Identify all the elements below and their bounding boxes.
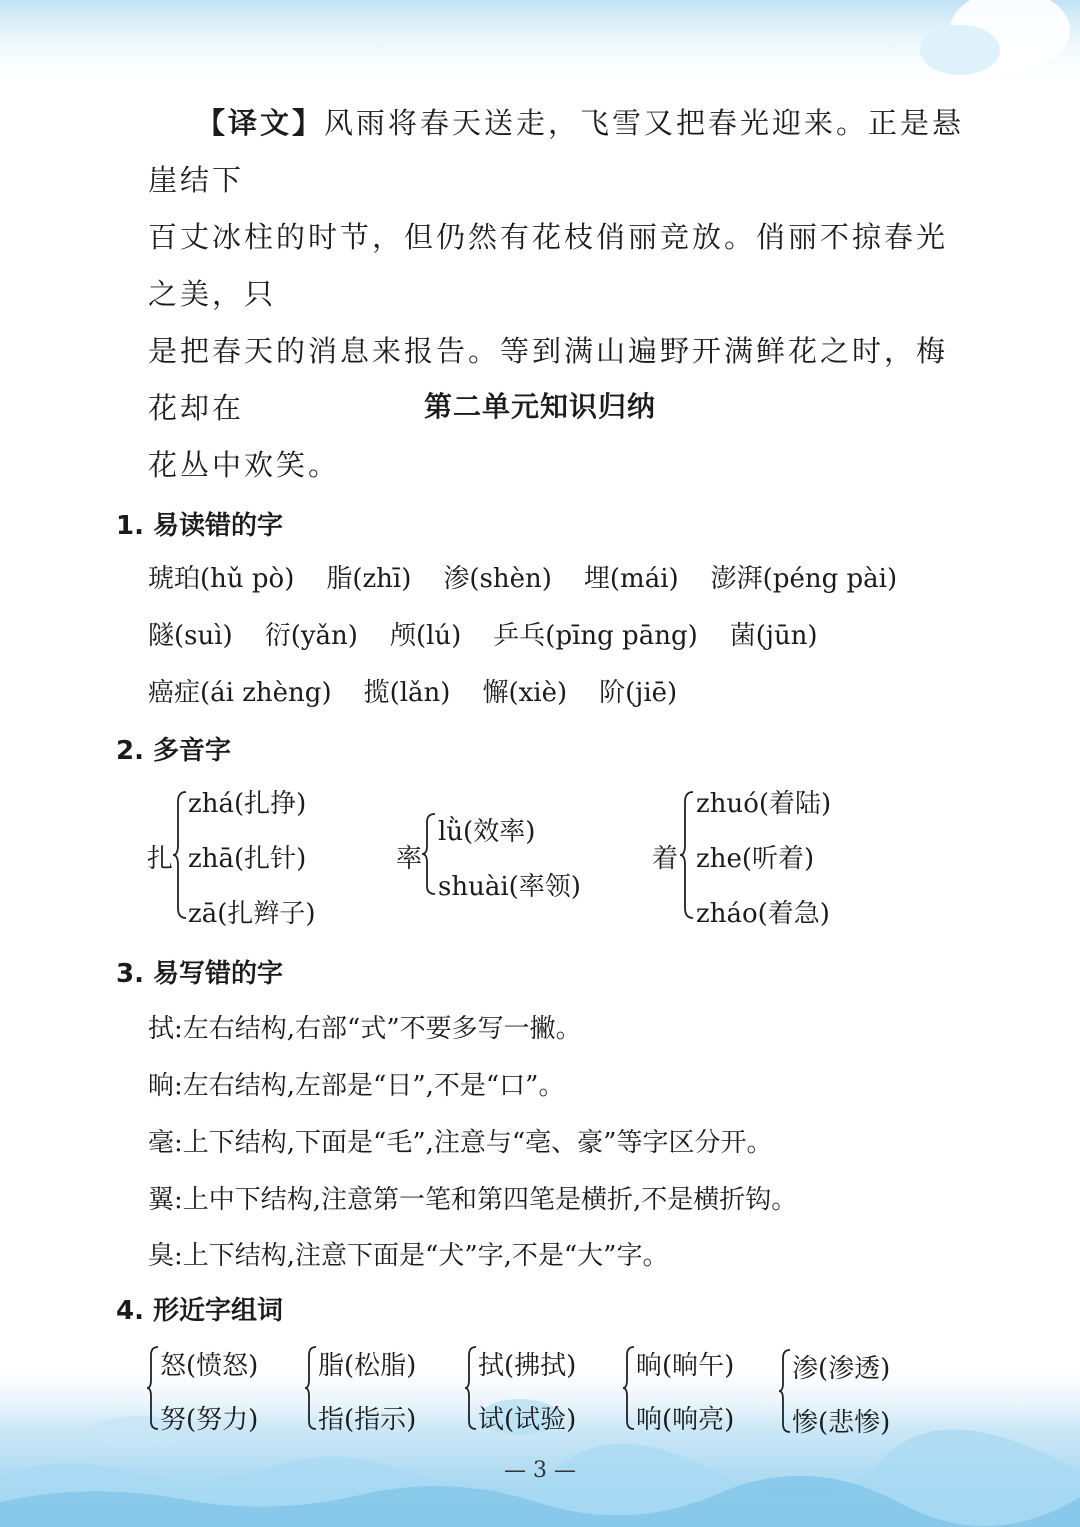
- similar-char-word: 响(响亮): [636, 1405, 735, 1435]
- section-heading-4: 4. 形近字组词: [116, 1296, 284, 1326]
- pinyin-item: 阶(jiē): [599, 678, 678, 708]
- polyphone-char: 率: [396, 844, 423, 874]
- polyphone-reading: lǜ(效率): [438, 817, 536, 847]
- translation-line-2: 百丈冰柱的时节，但仍然有花枝俏丽竞放。俏丽不掠春光之美，只: [148, 220, 949, 311]
- page-number: — 3 —: [504, 1458, 576, 1483]
- pinyin-item: 衍(yǎn): [264, 621, 358, 651]
- left-brace: [778, 1348, 792, 1434]
- left-brace: [464, 1345, 478, 1431]
- similar-char-word: 努(努力): [160, 1405, 259, 1435]
- pinyin-item: 脂(zhī): [326, 564, 412, 594]
- left-brace: [146, 1345, 160, 1431]
- writing-note: 臭:上下结构,注意下面是“犬”字,不是“大”字。: [148, 1241, 669, 1271]
- pinyin-item: 菌(jūn): [729, 621, 818, 651]
- writing-note: 晌:左右结构,左部是“日”,不是“口”。: [148, 1071, 565, 1101]
- pinyin-item: 埋(mái): [583, 564, 679, 594]
- section-heading-2: 2. 多音字: [116, 736, 232, 766]
- polyphone-reading: shuài(率领): [438, 872, 581, 902]
- pinyin-item: 乒乓(pīng pāng): [493, 621, 698, 651]
- pinyin-item: 颅(lú): [389, 621, 462, 651]
- writing-note: 拭:左右结构,右部“式”不要多写一撇。: [148, 1014, 582, 1044]
- translation-line-1: 【译文】风雨将春天送走，飞雪又把春光迎来。正是悬崖结下: [148, 106, 965, 197]
- polyphone-reading: zhá(扎挣): [188, 789, 307, 819]
- similar-char-word: 惨(悲惨): [792, 1408, 891, 1438]
- similar-char-word: 试(试验): [478, 1405, 577, 1435]
- pinyin-item: 隧(suì): [148, 621, 233, 651]
- polyphone-char: 扎: [147, 844, 174, 874]
- polyphone-reading: zā(扎辫子): [188, 899, 316, 929]
- writing-note: 翼:上中下结构,注意第一笔和第四笔是横折,不是横折钩。: [148, 1185, 798, 1215]
- polyphone-char: 着: [652, 844, 679, 874]
- left-brace: [172, 790, 188, 920]
- left-brace: [622, 1345, 636, 1431]
- translation-paragraph: [148, 95, 978, 494]
- translation-line-3: 是把春天的消息来报告。等到满山遍野开满鲜花之时，梅花却在: [148, 334, 949, 425]
- similar-char-word: 渗(渗透): [792, 1354, 891, 1384]
- left-brace: [304, 1345, 318, 1431]
- polyphone-reading: zhe(听着): [696, 844, 815, 874]
- similar-char-word: 指(指示): [318, 1405, 417, 1435]
- pinyin-item: 懈(xiè): [482, 678, 568, 708]
- polyphone-reading: zhuó(着陆): [696, 789, 832, 819]
- pinyin-item: 澎湃(péng pài): [710, 564, 898, 594]
- section-heading-1: 1. 易读错的字: [116, 511, 284, 541]
- pinyin-item: 揽(lǎn): [363, 678, 451, 708]
- polyphone-reading: zhā(扎针): [188, 844, 307, 874]
- translation-tag: 【译文】: [196, 106, 325, 140]
- translation-line-4: 花丛中欢笑。: [148, 448, 341, 482]
- unit-title: 第二单元知识归纳: [423, 390, 656, 423]
- pinyin-item: 琥珀(hǔ pò): [148, 564, 295, 594]
- writing-note: 毫:上下结构,下面是“毛”,注意与“亳、豪”等字区分开。: [148, 1128, 773, 1158]
- similar-char-word: 晌(晌午): [636, 1351, 735, 1381]
- pinyin-row: [148, 615, 850, 652]
- left-brace: [679, 790, 695, 920]
- similar-char-word: 怒(愤怒): [160, 1351, 259, 1381]
- polyphone-reading: zháo(着急): [696, 899, 830, 929]
- left-brace: [421, 812, 437, 896]
- pinyin-item: 癌症(ái zhèng): [148, 678, 332, 708]
- similar-char-word: 拭(拂拭): [478, 1351, 577, 1381]
- similar-char-word: 脂(松脂): [318, 1351, 417, 1381]
- section-heading-3: 3. 易写错的字: [116, 959, 284, 989]
- pinyin-row: [148, 558, 929, 595]
- pinyin-row: [148, 672, 709, 709]
- pinyin-item: 渗(shèn): [443, 564, 552, 594]
